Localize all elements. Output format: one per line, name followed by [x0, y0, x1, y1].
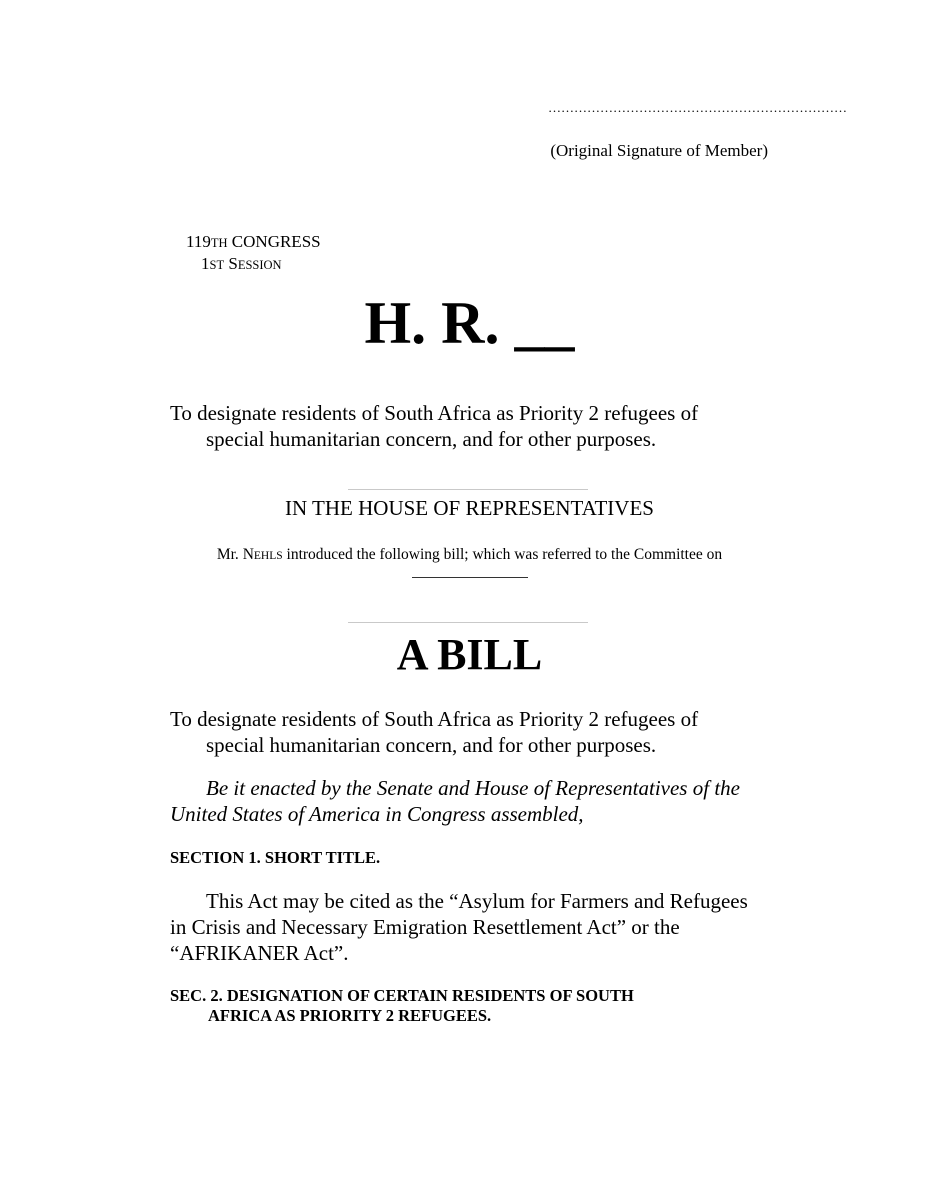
committee-blank-line [412, 577, 528, 578]
section-2-heading-line: SEC. 2. DESIGNATION OF CERTAIN RESIDENTS OF SOUTH [170, 986, 634, 1005]
section-1-text-line: in Crisis and Necessary Emigration Resettlement Act” or the [170, 915, 680, 939]
session-label [201, 254, 282, 275]
signature-line: …………………………………………………………… [548, 100, 847, 115]
short-title-line: To designate residents of South Africa as Priority 2 refugees of [170, 401, 699, 425]
congress-number: 119 [186, 232, 211, 251]
session-number: 1 [201, 254, 210, 273]
divider [348, 489, 588, 490]
introduction-text: introduced the following bill; which was referred to the Committee on [282, 546, 723, 563]
sponsor-name-initial: N [242, 546, 254, 563]
short-title-bill [170, 706, 790, 758]
enacting-clause-line: United States of America in Congress assembled, [170, 802, 584, 826]
section-2-heading-line: AFRICA AS PRIORITY 2 REFUGEES. [208, 1006, 492, 1025]
short-title-top [170, 400, 790, 452]
introduction-statement [0, 545, 939, 566]
section-1-text-line: “AFRIKANER Act”. [170, 941, 349, 965]
enacting-clause-line: Be it enacted by the Senate and House of Representatives of the [206, 776, 740, 800]
divider [348, 622, 588, 623]
signature-caption: (Original Signature of Member) [550, 141, 768, 160]
short-title-line: special humanitarian concern, and for other purposes. [206, 427, 657, 451]
introduction-prefix: Mr. [216, 546, 243, 563]
session-word-initial: S [228, 254, 238, 273]
session-word-rest: ESSION [237, 258, 282, 272]
congress-ordinal-suffix: TH [210, 236, 228, 250]
congress-word: CONGRESS [231, 232, 321, 251]
section-1-text [170, 888, 790, 966]
bill-label: A BILL [396, 630, 543, 679]
short-title-line: special humanitarian concern, and for other purposes. [206, 733, 657, 757]
session-ordinal-suffix: ST [209, 258, 225, 272]
section-2-heading [170, 986, 634, 1026]
chamber-heading: IN THE HOUSE OF REPRESENTATIVES [285, 496, 654, 520]
enacting-clause [170, 775, 790, 827]
bill-number: H. R. __ [364, 290, 575, 356]
section-1-heading: SECTION 1. SHORT TITLE. [170, 848, 381, 867]
section-1-text-line: This Act may be cited as the “Asylum for Farmers and Refugees [206, 889, 748, 913]
short-title-line: To designate residents of South Africa as Priority 2 refugees of [170, 707, 699, 731]
sponsor-name-rest: EHLS [253, 550, 283, 562]
congress-label [186, 232, 321, 253]
